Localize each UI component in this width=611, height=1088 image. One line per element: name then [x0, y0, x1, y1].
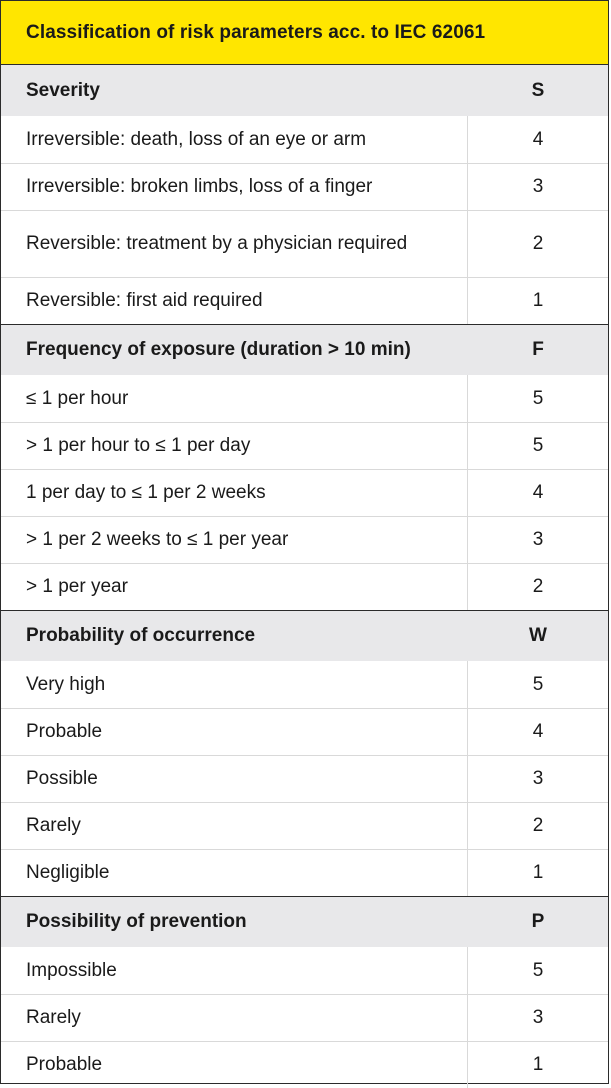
- row-value: 2: [532, 576, 544, 597]
- row-label: > 1 per year: [1, 564, 468, 610]
- row-label: 1 per day to ≤ 1 per 2 weeks: [1, 470, 468, 516]
- table-row: [1, 994, 608, 1041]
- table-row: [1, 802, 608, 849]
- section-header-frequency: [1, 324, 608, 375]
- section-label: Frequency of exposure (duration > 10 min): [26, 339, 411, 360]
- row-label: Reversible: treatment by a physician required: [1, 211, 468, 277]
- row-label: Probable: [1, 1042, 468, 1088]
- table-row: [1, 163, 608, 210]
- section-header-prevention: [1, 896, 608, 947]
- table-row: [1, 277, 608, 324]
- row-label: Very high: [1, 661, 468, 708]
- row-value: 2: [532, 233, 544, 254]
- section-code: F: [532, 339, 544, 360]
- row-value: 5: [532, 387, 544, 409]
- row-value: 1: [532, 290, 544, 311]
- row-value: 1: [532, 862, 544, 883]
- table-row: [1, 375, 608, 422]
- row-value: 5: [532, 435, 544, 456]
- row-value: 4: [532, 482, 544, 503]
- table-row: [1, 516, 608, 563]
- table-title-text: Classification of risk parameters acc. to IEC 62061: [26, 21, 486, 43]
- row-value: 3: [532, 768, 544, 789]
- section-label: Possibility of prevention: [26, 911, 247, 932]
- table-row: [1, 563, 608, 610]
- row-label: Possible: [1, 756, 468, 802]
- row-value: 1: [532, 1054, 544, 1075]
- row-label: Irreversible: death, loss of an eye or arm: [1, 116, 468, 163]
- section-label: Probability of occurrence: [26, 625, 256, 646]
- row-value: 5: [532, 959, 544, 981]
- row-value: 5: [532, 673, 544, 695]
- table-row: [1, 422, 608, 469]
- table-row: [1, 116, 608, 163]
- section-code: P: [531, 911, 545, 932]
- table-row: [1, 755, 608, 802]
- row-label: ≤ 1 per hour: [1, 375, 468, 422]
- table-row: [1, 947, 608, 994]
- table-row: [1, 210, 608, 277]
- row-label: Impossible: [1, 947, 468, 994]
- section-code: S: [531, 79, 545, 101]
- row-value: 2: [532, 815, 544, 836]
- row-label: Negligible: [1, 850, 468, 896]
- table-row: [1, 708, 608, 755]
- row-value: 3: [532, 1007, 544, 1028]
- row-label: Reversible: first aid required: [1, 278, 468, 324]
- row-label: > 1 per 2 weeks to ≤ 1 per year: [1, 517, 468, 563]
- table-row: [1, 661, 608, 708]
- row-value: 3: [532, 529, 544, 550]
- section-header-probability: [1, 610, 608, 661]
- section-code: W: [529, 625, 547, 646]
- section-label: Severity: [26, 79, 100, 101]
- row-label: Irreversible: broken limbs, loss of a finger: [1, 164, 468, 210]
- table-row: [1, 849, 608, 896]
- section-header-severity: [1, 65, 608, 116]
- row-value: 4: [532, 721, 544, 742]
- table-row: [1, 469, 608, 516]
- row-label: Rarely: [1, 995, 468, 1041]
- row-value: 4: [532, 128, 544, 150]
- row-value: 3: [532, 176, 544, 197]
- row-label: Probable: [1, 709, 468, 755]
- table-row: [1, 1041, 608, 1088]
- table-title: [1, 1, 608, 65]
- row-label: Rarely: [1, 803, 468, 849]
- row-label: > 1 per hour to ≤ 1 per day: [1, 423, 468, 469]
